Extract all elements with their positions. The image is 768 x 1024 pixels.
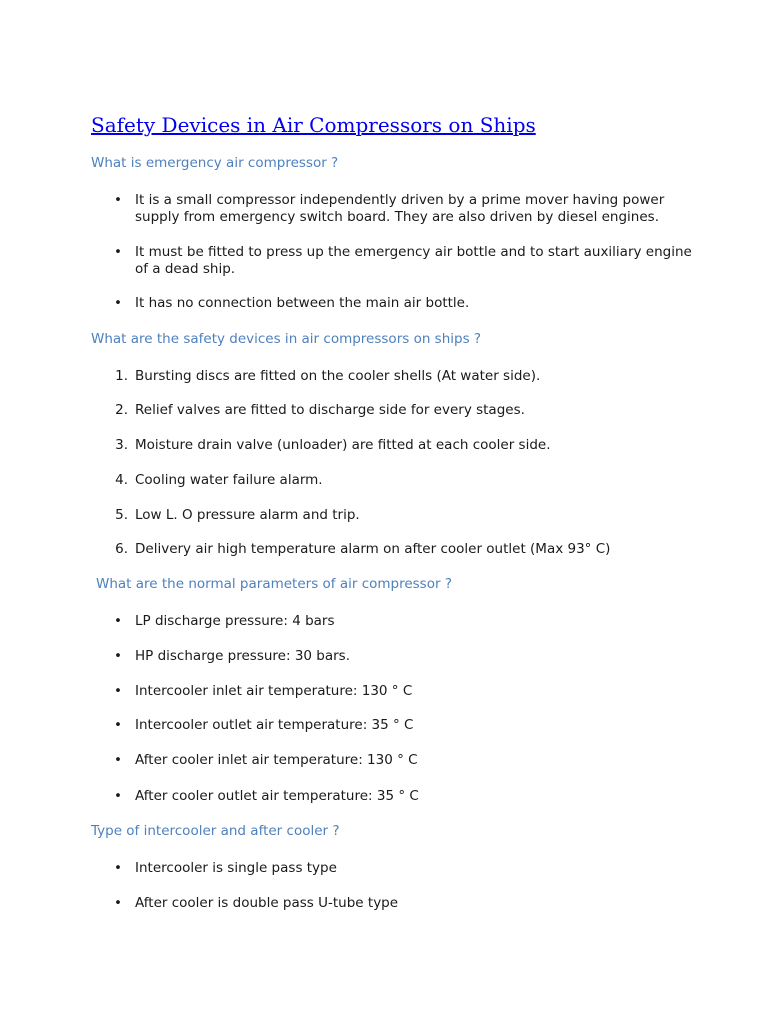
bullet-marker: • [114, 683, 122, 699]
list-item: LP discharge pressure: 4 bars [135, 613, 335, 629]
list-item: Cooling water failure alarm. [135, 472, 323, 488]
list-number: 2. [115, 402, 128, 418]
list-number: 1. [115, 368, 128, 384]
document-title-link[interactable]: Safety Devices in Air Compressors on Ships [91, 113, 536, 137]
list-item: It has no connection between the main air bottle. [135, 295, 470, 311]
list-item: Intercooler is single pass type [135, 860, 337, 876]
bullet-marker: • [114, 244, 122, 260]
bullet-marker: • [114, 895, 122, 911]
list-item: Low L. O pressure alarm and trip. [135, 507, 360, 523]
list-number: 5. [115, 507, 128, 523]
section-heading-cooler-types: Type of intercooler and after cooler ? [91, 823, 340, 839]
list-item: Intercooler outlet air temperature: 35 ° C [135, 717, 414, 733]
bullet-marker: • [114, 717, 122, 733]
list-item: Bursting discs are fitted on the cooler shells (At water side). [135, 368, 541, 384]
list-item: Relief valves are fitted to discharge side for every stages. [135, 402, 525, 418]
bullet-marker: • [114, 613, 122, 629]
list-item: HP discharge pressure: 30 bars. [135, 648, 351, 664]
list-item: Intercooler inlet air temperature: 130 ° C [135, 683, 413, 699]
list-item: It is a small compressor independently driven by a prime mover having power supply from emergency switch board. They are also driven by diesel engines. [135, 192, 665, 225]
bullet-marker: • [114, 752, 122, 768]
list-item: It must be fitted to press up the emergency air bottle and to start auxiliary engine of a dead ship. [135, 244, 692, 277]
list-item: After cooler is double pass U-tube type [135, 895, 399, 911]
list-number: 3. [115, 437, 128, 453]
bullet-marker: • [114, 860, 122, 876]
bullet-marker: • [114, 648, 122, 664]
section-heading-emergency-air-compressor: What is emergency air compressor ? [91, 155, 339, 171]
section-heading-safety-devices: What are the safety devices in air compressors on ships ? [91, 331, 482, 347]
list-item: Moisture drain valve (unloader) are fitted at each cooler side. [135, 437, 551, 453]
bullet-marker: • [114, 788, 122, 804]
list-number: 4. [115, 472, 128, 488]
bullet-marker: • [114, 295, 122, 311]
list-item: After cooler outlet air temperature: 35 ° C [135, 788, 419, 804]
section-heading-normal-parameters: What are the normal parameters of air compressor ? [96, 576, 452, 592]
list-item: After cooler inlet air temperature: 130 ° C [135, 752, 418, 768]
list-item: Delivery air high temperature alarm on after cooler outlet (Max 93° C) [135, 541, 611, 557]
bullet-marker: • [114, 192, 122, 208]
list-number: 6. [115, 541, 128, 557]
